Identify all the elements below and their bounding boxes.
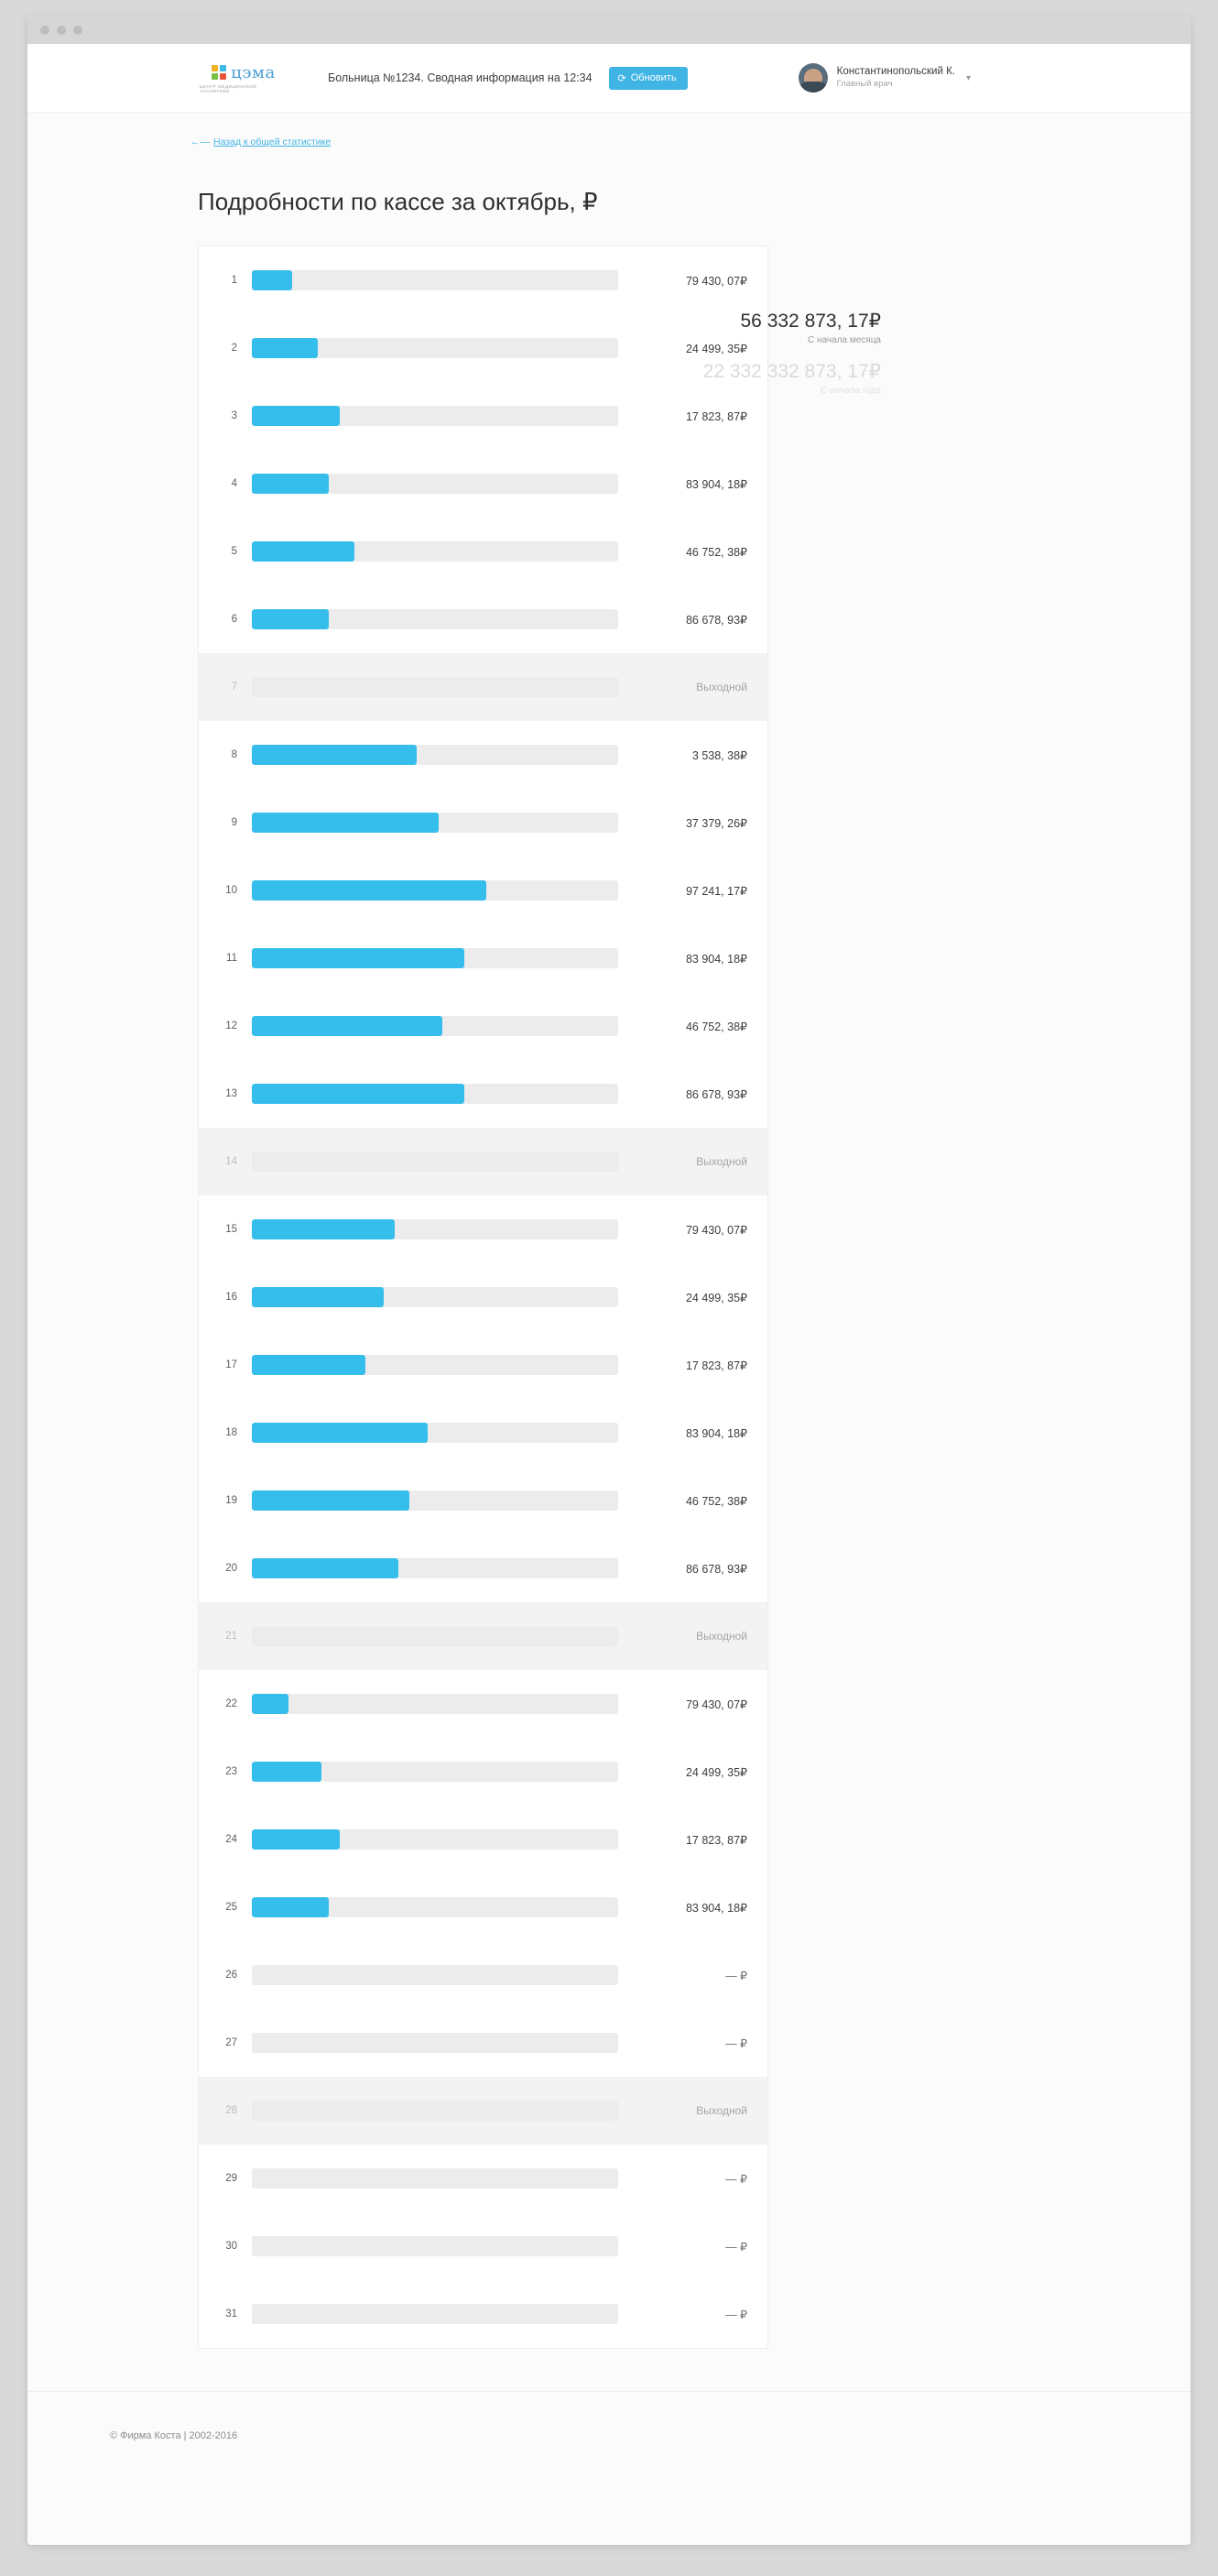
total-month-label: С начала месяца bbox=[808, 335, 881, 345]
row-day-number: 25 bbox=[225, 1902, 237, 1913]
table-row[interactable] bbox=[199, 246, 767, 314]
row-day-number: 21 bbox=[225, 1631, 237, 1642]
row-bar-track bbox=[252, 745, 618, 765]
table-row[interactable] bbox=[199, 2280, 767, 2348]
row-bar-fill bbox=[252, 880, 486, 901]
app-header bbox=[27, 44, 1191, 113]
row-bar-track bbox=[252, 2033, 618, 2053]
page-content bbox=[27, 44, 1191, 2545]
row-bar-fill bbox=[252, 1762, 321, 1782]
logo-subtitle: ЦЕНТР МЕДИЦИНСКОЙ АНАЛИТИКИ bbox=[200, 83, 257, 93]
row-value: 3 538, 38₽ bbox=[691, 748, 747, 762]
row-bar-track bbox=[252, 270, 618, 290]
page-title: Подробности по кассе за октябрь, ₽ bbox=[198, 188, 598, 215]
table-row[interactable] bbox=[199, 721, 767, 789]
row-value: 17 823, 87₽ bbox=[685, 1359, 747, 1372]
row-value: 83 904, 18₽ bbox=[685, 477, 747, 491]
row-bar-track bbox=[252, 1829, 618, 1850]
row-bar-fill bbox=[252, 948, 464, 968]
row-day-number: 2 bbox=[231, 343, 237, 354]
row-day-number: 22 bbox=[225, 1698, 237, 1709]
row-bar-track bbox=[252, 1084, 618, 1104]
table-row[interactable] bbox=[199, 1467, 767, 1534]
row-bar-fill bbox=[252, 1084, 464, 1104]
logo[interactable] bbox=[200, 63, 288, 93]
table-row[interactable] bbox=[199, 1738, 767, 1806]
row-bar-track bbox=[252, 1490, 618, 1511]
header-title: Больница №1234. Сводная информация на 12:34 bbox=[328, 71, 593, 84]
row-day-number: 8 bbox=[231, 749, 237, 760]
row-bar-fill bbox=[252, 338, 318, 358]
row-value: 46 752, 38₽ bbox=[685, 545, 747, 559]
row-value: 17 823, 87₽ bbox=[685, 409, 747, 423]
row-bar-track bbox=[252, 948, 618, 968]
row-day-number: 17 bbox=[225, 1359, 237, 1370]
row-bar-track bbox=[252, 1762, 618, 1782]
row-bar-fill bbox=[252, 1490, 409, 1511]
logo-squares-icon bbox=[212, 65, 226, 80]
table-row[interactable] bbox=[199, 1263, 767, 1331]
table-row[interactable] bbox=[199, 314, 767, 382]
row-bar-fill bbox=[252, 1423, 428, 1443]
row-bar-track bbox=[252, 1897, 618, 1917]
row-day-number: 4 bbox=[231, 478, 237, 489]
row-value: 79 430, 07₽ bbox=[685, 274, 747, 288]
row-value: Выходной bbox=[696, 681, 747, 693]
row-day-number: 20 bbox=[225, 1563, 237, 1574]
chevron-down-icon[interactable]: ▾ bbox=[965, 72, 971, 83]
table-row[interactable] bbox=[199, 992, 767, 1060]
row-bar-track bbox=[252, 2236, 618, 2256]
table-row[interactable] bbox=[199, 585, 767, 653]
row-bar-track bbox=[252, 1965, 618, 1985]
row-day-number: 19 bbox=[225, 1495, 237, 1506]
row-bar-track bbox=[252, 2101, 618, 2121]
table-row[interactable] bbox=[199, 450, 767, 518]
row-bar-track bbox=[252, 1423, 618, 1443]
row-value: Выходной bbox=[696, 1155, 747, 1168]
row-bar-fill bbox=[252, 1829, 340, 1850]
row-bar-track bbox=[252, 2168, 618, 2189]
row-day-number: 30 bbox=[225, 2241, 237, 2252]
table-row[interactable] bbox=[199, 857, 767, 924]
row-bar-track bbox=[252, 1694, 618, 1714]
row-day-number: 10 bbox=[225, 885, 237, 896]
total-year-value: 22 332 332 873, 17₽ bbox=[702, 361, 881, 382]
row-value: 24 499, 35₽ bbox=[685, 342, 747, 355]
zoom-window-button[interactable] bbox=[73, 26, 82, 35]
row-value: — ₽ bbox=[725, 2036, 747, 2050]
row-bar-track bbox=[252, 1219, 618, 1239]
row-bar-fill bbox=[252, 745, 417, 765]
row-bar-fill bbox=[252, 1558, 398, 1578]
row-bar-fill bbox=[252, 1219, 395, 1239]
row-value: Выходной bbox=[696, 2104, 747, 2117]
row-value: 37 379, 26₽ bbox=[685, 816, 747, 830]
table-row[interactable] bbox=[199, 1941, 767, 2009]
row-day-number: 9 bbox=[231, 817, 237, 828]
row-value: 79 430, 07₽ bbox=[685, 1697, 747, 1711]
table-row[interactable] bbox=[199, 1602, 767, 1670]
row-value: — ₽ bbox=[725, 2308, 747, 2321]
user-menu[interactable] bbox=[799, 63, 971, 93]
user-name: Константинопольский К. bbox=[836, 65, 955, 77]
row-day-number: 31 bbox=[225, 2309, 237, 2319]
total-year-label: С начала года bbox=[821, 386, 881, 396]
row-bar-track bbox=[252, 1287, 618, 1307]
table-row[interactable] bbox=[199, 1060, 767, 1128]
total-month-value: 56 332 873, 17₽ bbox=[740, 311, 881, 332]
row-day-number: 6 bbox=[231, 614, 237, 625]
row-bar-track bbox=[252, 1558, 618, 1578]
row-day-number: 14 bbox=[225, 1156, 237, 1167]
table-row[interactable] bbox=[199, 2077, 767, 2145]
table-row[interactable] bbox=[199, 1873, 767, 1941]
row-bar-track bbox=[252, 1016, 618, 1036]
row-day-number: 12 bbox=[225, 1021, 237, 1031]
row-day-number: 29 bbox=[225, 2173, 237, 2184]
row-day-number: 16 bbox=[225, 1292, 237, 1303]
row-value: 46 752, 38₽ bbox=[685, 1494, 747, 1508]
row-day-number: 15 bbox=[225, 1224, 237, 1235]
row-day-number: 23 bbox=[225, 1766, 237, 1777]
row-value: 83 904, 18₽ bbox=[685, 1901, 747, 1915]
row-value: — ₽ bbox=[725, 1969, 747, 1982]
row-bar-fill bbox=[252, 406, 340, 426]
window-titlebar bbox=[27, 16, 1191, 44]
table-row[interactable] bbox=[199, 789, 767, 857]
logo-row bbox=[212, 63, 275, 82]
row-value: 97 241, 17₽ bbox=[685, 884, 747, 898]
page-footer bbox=[27, 2391, 1191, 2480]
row-bar-track bbox=[252, 813, 618, 833]
row-bar-fill bbox=[252, 1016, 442, 1036]
table-row[interactable] bbox=[199, 653, 767, 721]
row-bar-fill bbox=[252, 609, 329, 629]
row-day-number: 28 bbox=[225, 2105, 237, 2116]
row-day-number: 3 bbox=[231, 410, 237, 421]
row-value: 86 678, 93₽ bbox=[685, 613, 747, 627]
footer-copyright: © Фирма Коста | 2002-2016 bbox=[110, 2430, 238, 2441]
row-bar-track bbox=[252, 1626, 618, 1646]
row-value: — ₽ bbox=[725, 2240, 747, 2254]
row-bar-track bbox=[252, 1152, 618, 1172]
table-row[interactable] bbox=[199, 2009, 767, 2077]
browser-window bbox=[27, 16, 1191, 2545]
refresh-button-label: Обновить bbox=[630, 72, 677, 83]
back-to-statistics-link[interactable] bbox=[190, 136, 331, 147]
row-bar-fill bbox=[252, 541, 354, 562]
row-value: 83 904, 18₽ bbox=[685, 1426, 747, 1440]
minimize-window-button[interactable] bbox=[57, 26, 66, 35]
row-day-number: 24 bbox=[225, 1834, 237, 1845]
table-row[interactable] bbox=[199, 1806, 767, 1873]
table-row[interactable] bbox=[199, 1399, 767, 1467]
back-link-label: Назад к общей статистике bbox=[213, 136, 332, 147]
avatar bbox=[799, 63, 828, 93]
row-day-number: 26 bbox=[225, 1970, 237, 1981]
table-row[interactable] bbox=[199, 518, 767, 585]
row-bar-track bbox=[252, 406, 618, 426]
row-bar-track bbox=[252, 338, 618, 358]
row-value: 86 678, 93₽ bbox=[685, 1087, 747, 1101]
table-row[interactable] bbox=[199, 1670, 767, 1738]
row-day-number: 27 bbox=[225, 2037, 237, 2048]
row-bar-track bbox=[252, 541, 618, 562]
row-bar-track bbox=[252, 2304, 618, 2324]
row-value: 17 823, 87₽ bbox=[685, 1833, 747, 1847]
row-value: 46 752, 38₽ bbox=[685, 1020, 747, 1033]
table-row[interactable] bbox=[199, 382, 767, 450]
row-bar-track bbox=[252, 880, 618, 901]
row-bar-fill bbox=[252, 474, 329, 494]
row-day-number: 5 bbox=[231, 546, 237, 557]
row-bar-fill bbox=[252, 1287, 384, 1307]
back-arrow-icon: ←— bbox=[190, 136, 210, 147]
refresh-icon: ⟳ bbox=[617, 72, 626, 84]
row-day-number: 7 bbox=[231, 682, 237, 693]
row-value: 24 499, 35₽ bbox=[685, 1765, 747, 1779]
row-bar-track bbox=[252, 609, 618, 629]
logo-text: цэма bbox=[231, 62, 276, 82]
row-value: 79 430, 07₽ bbox=[685, 1223, 747, 1237]
table-row[interactable] bbox=[199, 2212, 767, 2280]
table-row[interactable] bbox=[199, 1331, 767, 1399]
table-row[interactable] bbox=[199, 2145, 767, 2212]
user-role: Главный врач bbox=[836, 79, 893, 90]
row-value: — ₽ bbox=[725, 2172, 747, 2186]
refresh-button[interactable] bbox=[609, 67, 688, 90]
row-day-number: 18 bbox=[225, 1427, 237, 1438]
table-row[interactable] bbox=[199, 1195, 767, 1263]
row-bar-fill bbox=[252, 813, 439, 833]
table-row[interactable] bbox=[199, 1534, 767, 1602]
row-bar-track bbox=[252, 677, 618, 697]
row-day-number: 1 bbox=[231, 275, 237, 286]
row-day-number: 13 bbox=[225, 1088, 237, 1099]
row-bar-fill bbox=[252, 1355, 365, 1375]
row-bar-fill bbox=[252, 1694, 288, 1714]
table-row[interactable] bbox=[199, 924, 767, 992]
cash-details-table bbox=[198, 246, 768, 2349]
row-value: 83 904, 18₽ bbox=[685, 952, 747, 966]
row-bar-track bbox=[252, 474, 618, 494]
close-window-button[interactable] bbox=[40, 26, 49, 35]
row-value: 24 499, 35₽ bbox=[685, 1291, 747, 1304]
row-day-number: 11 bbox=[226, 953, 237, 964]
row-bar-fill bbox=[252, 270, 292, 290]
row-bar-fill bbox=[252, 1897, 329, 1917]
table-row[interactable] bbox=[199, 1128, 767, 1195]
row-value: Выходной bbox=[696, 1630, 747, 1643]
row-value: 86 678, 93₽ bbox=[685, 1562, 747, 1576]
row-bar-track bbox=[252, 1355, 618, 1375]
user-info bbox=[837, 65, 955, 91]
